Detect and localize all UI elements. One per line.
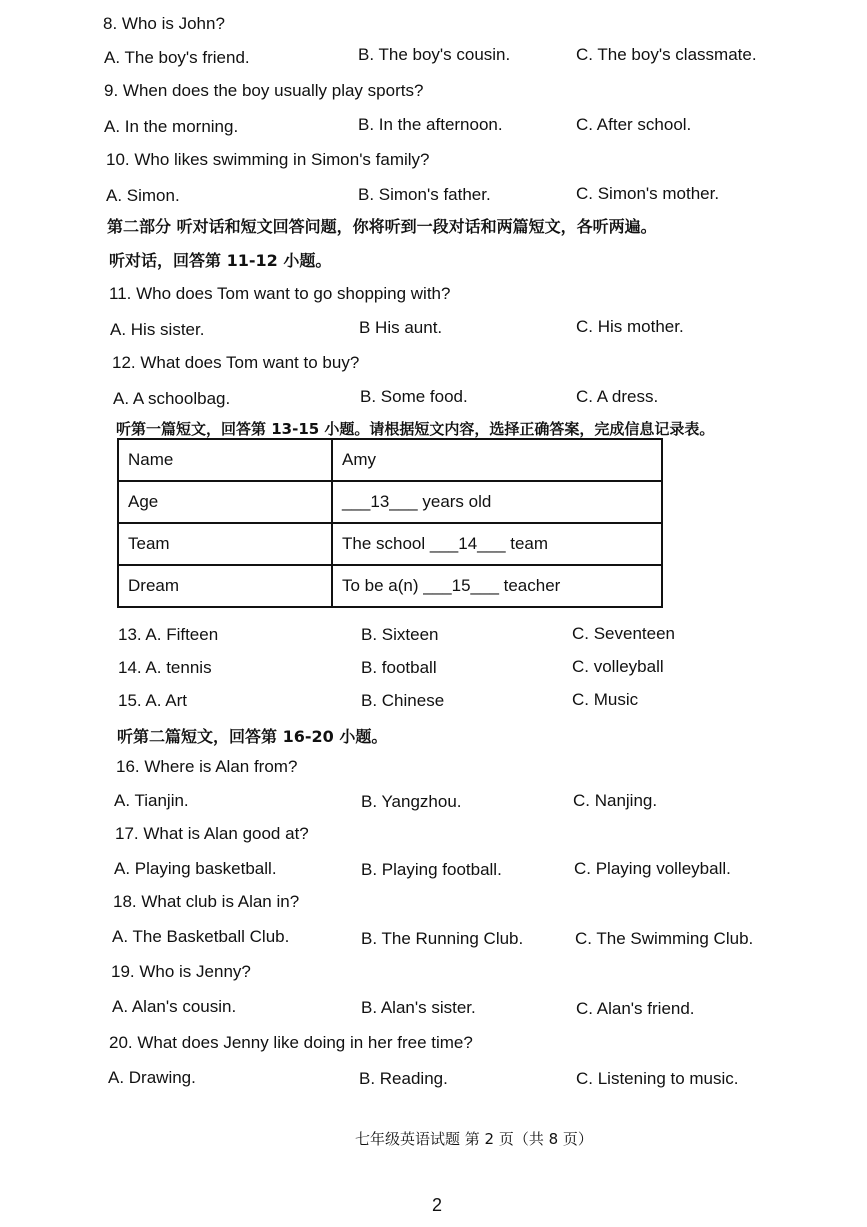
q14-option-c: C. volleyball [572, 657, 664, 676]
q18-option-a: A. The Basketball Club. [112, 927, 290, 946]
q18-option-b: B. The Running Club. [361, 929, 524, 948]
question-10: 10. Who likes swimming in Simon's family? [106, 150, 430, 169]
q15-option-b: B. Chinese [361, 691, 445, 710]
table-value-team: The school ___14___ team [332, 523, 662, 565]
q8-option-a: A. The boy's friend. [104, 48, 250, 67]
table-key-team: Team [118, 523, 332, 565]
q16-option-a: A. Tianjin. [114, 791, 189, 810]
q14-option-a: 14. A. tennis [118, 658, 212, 677]
q12-option-a: A. A schoolbag. [113, 389, 231, 408]
q20-option-c: C. Listening to music. [576, 1069, 739, 1088]
table-row [118, 481, 662, 523]
q19-option-c: C. Alan's friend. [576, 999, 695, 1018]
table-key-age: Age [118, 481, 332, 523]
question-20: 20. What does Jenny like doing in her free time? [109, 1033, 473, 1052]
page-footer: 七年级英语试题 第 2 页（共 8 页） [355, 1130, 593, 1148]
q11-option-b: B His aunt. [359, 318, 443, 337]
q11-option-a: A. His sister. [110, 320, 205, 339]
q13-option-b: B. Sixteen [361, 625, 439, 644]
question-16: 16. Where is Alan from? [116, 757, 298, 776]
table-row [118, 565, 662, 607]
q11-option-c: C. His mother. [576, 317, 684, 336]
q17-option-c: C. Playing volleyball. [574, 859, 731, 878]
q15-option-c: C. Music [572, 690, 639, 709]
table-key-name: Name [118, 439, 332, 481]
table-value-name: Amy [332, 439, 662, 481]
q10-option-a: A. Simon. [106, 186, 180, 205]
passage-2-instruction: 听第二篇短文，回答第 16-20 小题。 [117, 727, 388, 746]
q14-option-b: B. football [361, 658, 437, 677]
q16-option-c: C. Nanjing. [573, 791, 658, 810]
question-19: 19. Who is Jenny? [111, 962, 251, 981]
q12-option-b: B. Some food. [360, 387, 468, 406]
q17-option-a: A. Playing basketball. [114, 859, 277, 878]
q19-option-a: A. Alan's cousin. [112, 997, 237, 1016]
q8-option-c: C. The boy's classmate. [576, 45, 757, 64]
question-11: 11. Who does Tom want to go shopping with? [109, 284, 451, 303]
q13-option-a: 13. A. Fifteen [118, 625, 219, 644]
q10-option-b: B. Simon's father. [358, 185, 491, 204]
page-number: 2 [432, 1195, 443, 1215]
section-2-heading: 第二部分 听对话和短文回答问题，你将听到一段对话和两篇短文，各听两遍。 [107, 217, 657, 236]
q20-option-a: A. Drawing. [108, 1068, 196, 1087]
q13-option-c: C. Seventeen [572, 624, 676, 643]
q9-option-a: A. In the morning. [104, 117, 239, 136]
q10-option-c: C. Simon's mother. [576, 184, 720, 203]
question-8: 8. Who is John? [103, 14, 225, 33]
q16-option-b: B. Yangzhou. [361, 792, 462, 811]
q18-option-c: C. The Swimming Club. [575, 929, 754, 948]
table-value-age: ___13___ years old [332, 481, 662, 523]
table-row [118, 523, 662, 565]
question-17: 17. What is Alan good at? [115, 824, 309, 843]
question-18: 18. What club is Alan in? [113, 892, 300, 911]
table-key-dream: Dream [118, 565, 332, 607]
q8-option-b: B. The boy's cousin. [358, 45, 511, 64]
q19-option-b: B. Alan's sister. [361, 998, 476, 1017]
question-12: 12. What does Tom want to buy? [112, 353, 360, 372]
q9-option-c: C. After school. [576, 115, 692, 134]
dialogue-instruction: 听对话，回答第 11-12 小题。 [109, 251, 332, 270]
q12-option-c: C. A dress. [576, 387, 659, 406]
info-record-table [117, 438, 663, 608]
q15-option-a: 15. A. Art [118, 691, 187, 710]
table-row [118, 439, 662, 481]
q20-option-b: B. Reading. [359, 1069, 448, 1088]
question-9: 9. When does the boy usually play sports? [104, 81, 424, 100]
passage-1-instruction: 听第一篇短文，回答第 13-15 小题。请根据短文内容，选择正确答案，完成信息记录表。 [116, 420, 715, 438]
q17-option-b: B. Playing football. [361, 860, 502, 879]
table-value-dream: To be a(n) ___15___ teacher [332, 565, 662, 607]
q9-option-b: B. In the afternoon. [358, 115, 503, 134]
